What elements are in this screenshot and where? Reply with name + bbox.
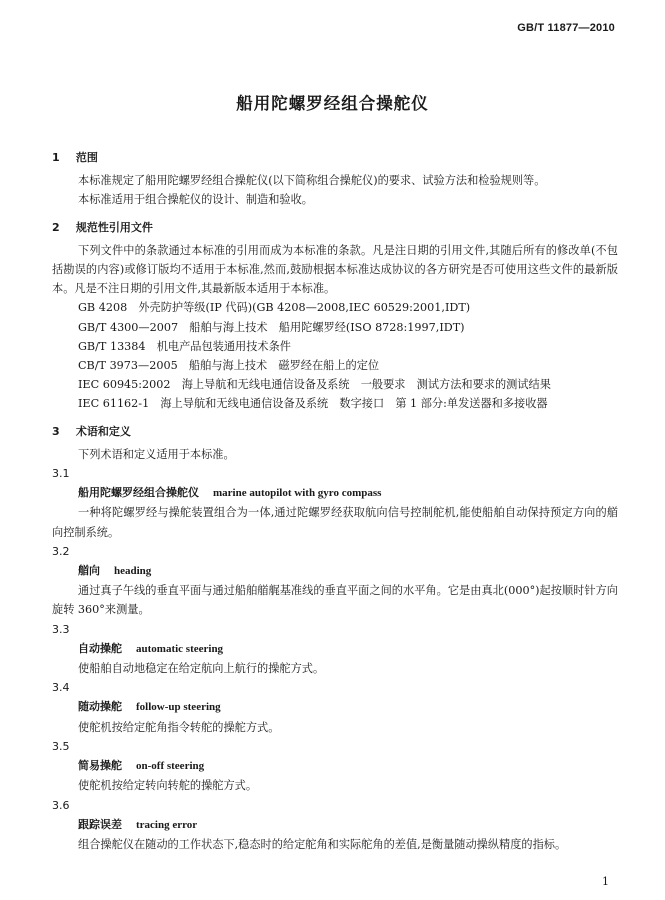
term-number: 3.6 (52, 798, 70, 812)
term-number: 3.1 (52, 467, 70, 481)
term-number: 3.4 (52, 681, 70, 695)
reference-item: GB/T 13384 机电产品包装通用技术条件 (78, 339, 291, 353)
paragraph: 下列术语和定义适用于本标准。 (78, 447, 235, 461)
term-definition: 通过真子午线的垂直平面与通过船舶艏艉基准线的垂直平面之间的水平角。它是由真北(000°)起按顺时针方向旋转 360°来测量。 (52, 584, 618, 617)
section-title: 范围 (75, 151, 98, 164)
document-title: 船用陀螺罗经组合操舵仪 (236, 94, 429, 113)
term-definition: 使舵机按给定转向转舵的操舵方式。 (78, 779, 258, 793)
section-number: 2 (52, 220, 60, 234)
reference-item: GB/T 4300—2007 船舶与海上技术 船用陀螺罗经(ISO 8728:1997,IDT) (78, 320, 465, 334)
term-en: on-off steering (136, 760, 205, 773)
page-number: 1 (602, 875, 609, 888)
reference-item: CB/T 3973—2005 船舶与海上技术 磁罗经在船上的定位 (78, 359, 380, 373)
term-en: marine autopilot with gyro compass (213, 487, 382, 500)
term-definition: 一种将陀螺罗经与操舵装置组合为一体,通过陀螺罗经获取航向信号控制舵机,能使船舶自动保持预定方向的艏向控制系统。 (52, 506, 618, 539)
term-en: heading (114, 565, 152, 578)
paragraph: 本标准规定了船用陀螺罗经组合操舵仪(以下简称组合操舵仪)的要求、试验方法和检验规则等。 (78, 174, 546, 188)
reference-item: GB 4208 外壳防护等级(IP 代码)(GB 4208—2008,IEC 60529:2001,IDT) (78, 301, 471, 315)
section-title: 规范性引用文件 (75, 220, 153, 234)
term-cn: 自动操舵 (78, 641, 122, 655)
term-en: tracing error (136, 818, 198, 831)
paragraph: 下列文件中的条款通过本标准的引用而成为本标准的条款。凡是注日期的引用文件,其随后所有的修改单(不包括勘误的内容)或修订版均不适用于本标准,然而,鼓励根据本标准达成协议的各方研究是否可使用这些文件的最新版本。凡是不注日期的引用文件,其最新版本适用于本标准。 (52, 243, 618, 296)
term-heading (52, 561, 618, 581)
section-number: 1 (52, 151, 60, 164)
section-heading-scope (52, 148, 618, 167)
term-cn: 跟踪误差 (78, 817, 122, 831)
term-heading (52, 756, 618, 776)
section-number: 3 (52, 424, 60, 438)
term-en: automatic steering (136, 642, 224, 655)
document-body (52, 148, 618, 854)
term-definition: 组合操舵仪在随动的工作状态下,稳态时的给定舵角和实际舵角的差值,是衡量随动操纵精度的指标。 (78, 837, 567, 851)
section-heading-terms (52, 422, 618, 441)
term-number: 3.2 (52, 544, 70, 558)
reference-item: IEC 60945:2002 海上导航和无线电通信设备及系统 一般要求 测试方法和要求的测试结果 (78, 378, 551, 392)
paragraph: 本标准适用于组合操舵仪的设计、制造和验收。 (78, 193, 313, 207)
term-heading (52, 639, 618, 659)
term-cn: 随动操舵 (78, 700, 122, 714)
term-definition: 使舵机按给定舵角指令转舵的操舵方式。 (78, 720, 280, 734)
term-cn: 艏向 (78, 564, 100, 578)
term-heading (52, 697, 618, 717)
term-en: follow-up steering (136, 701, 221, 714)
term-number: 3.5 (52, 739, 70, 753)
section-heading-normative (52, 218, 618, 237)
term-number: 3.3 (52, 622, 70, 636)
term-cn: 简易操舵 (78, 759, 122, 773)
standard-code: GB/T 11877—2010 (517, 22, 615, 34)
section-title: 术语和定义 (75, 424, 131, 438)
term-heading (52, 815, 618, 835)
reference-item: IEC 61162-1 海上导航和无线电通信设备及系统 数字接口 第 1 部分:单发送器和多接收器 (78, 397, 548, 411)
term-heading (52, 483, 618, 503)
term-cn: 船用陀螺罗经组合操舵仪 (78, 486, 199, 500)
term-definition: 使船舶自动地稳定在给定航向上航行的操舵方式。 (78, 662, 325, 676)
